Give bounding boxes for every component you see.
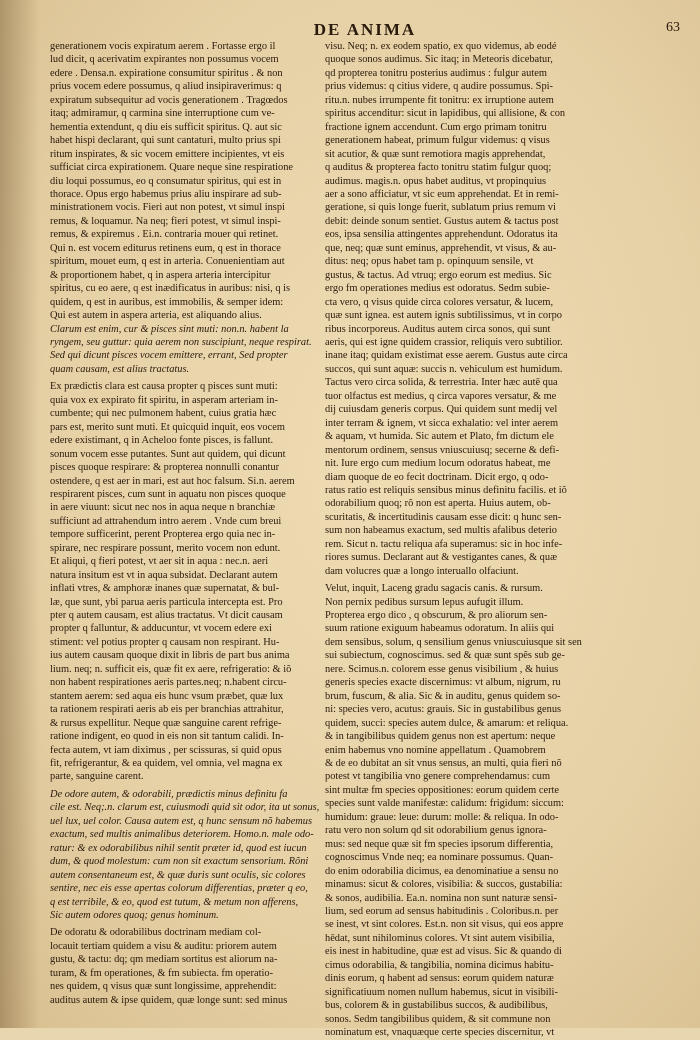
- text-line: lud dicit, q acerivatim expirantes non possumus vocem: [50, 54, 279, 66]
- text-line: & in tangibilibus quidem genus non est apertum: neque: [325, 731, 556, 743]
- text-line: pisces quoque respirare: & propterea nonnulli conantur: [50, 462, 280, 474]
- text-line: Velut, inquit, Laceng gradu sagacis canis. & rursum.: [325, 583, 543, 595]
- text-line: parte, sanguine carent.: [50, 771, 144, 783]
- text-line: & de eo dubitat an sit vnus sensus, an multi, quia fieri nõ: [325, 758, 562, 770]
- text-line: generis species exacte discernimus: vt album, nigrum, ru: [325, 677, 561, 689]
- text-line: lium. neq; n. sufficit eis, quæ fit ex aere, refrigeratio: & iõ: [50, 663, 292, 675]
- text-line: do enim odorabilia dicimus, ea denominatiue a sensu no: [325, 865, 559, 877]
- text-line: dinis eorum, q habent ad sensus: eorum quidem naturæ: [325, 973, 554, 985]
- text-line: enim habemus vno nomine appellatum . Quamobrem: [325, 744, 546, 756]
- text-line: sonos. Sedm tangibilibus quidem, & sit commune non: [325, 1013, 551, 1025]
- text-line: respirarent pisces, cum sunt in aquatu non pisces quoque: [50, 488, 286, 500]
- text-line: rem. Sicut n. tactu reliqua afa superamus: sic in hoc infe-: [325, 538, 563, 550]
- text-line: ratu vero non solum qd sit odorabilium genus ignora-: [325, 825, 547, 837]
- text-line: bus, colorem & in gustabilibus succos, & audibilibus,: [325, 1000, 548, 1012]
- text-line: ratione indigent, eo quod in eis non sit tantum calidi. In-: [50, 731, 284, 743]
- text-line: eos, ipsa sensilia attingentes apprehendunt. Odoratus ita: [325, 229, 558, 241]
- text-line: pars est, merito sunt muti. Et quicquid inquit, eos vocem: [50, 421, 285, 433]
- text-line: aeris, qui est igne quidem crassior, reliquis vero subtilior.: [325, 336, 563, 348]
- text-line: sint multæ fm species oppositiones: eorum quidem certe: [325, 784, 560, 796]
- text-line: De odore autem, & odorabili, prædictis minus definitu fa: [50, 788, 288, 800]
- text-line: spirare, nec respirare possunt, merito vocem non edunt.: [50, 542, 281, 554]
- running-title: DE ANIMA: [313, 20, 417, 39]
- text-line: humidum: graue: leue: durum: molle: & reliqua. In odo-: [325, 811, 559, 823]
- text-line: natura insitum est vt in aqua subsidat. Declarant autem: [50, 569, 278, 581]
- text-line: scuritatis, & incertitudinis causam esse dicit: q hunc sen-: [325, 511, 562, 523]
- text-line: diu loqui possumus, eo q consumatur spiritus, qui est in: [50, 175, 282, 187]
- text-line: riores sumus. Declarant aut & vestigantes canes, & quæ: [325, 552, 557, 564]
- text-line: gustus, & tactus. Ad vtruq; ergo eorum est medius. Sic: [325, 269, 552, 281]
- text-line: audimus. magis.n. opus habet auditus, vt propinquius: [325, 175, 547, 187]
- text-line: ribus incorporeus. Auditus autem circa sonos, qui sunt: [325, 323, 551, 335]
- text-line: edere . Densa.n. expiratione consumitur spiritus . & non: [50, 67, 283, 79]
- text-line: potest vt tangibilia vno genere comprehendamus: cum: [325, 771, 551, 783]
- text-line: lium, sed eorum ad sensus habitudinis . Coloribus.n. per: [325, 906, 559, 917]
- text-line: sentire, nec eis esse apertas colorum differentias, præter q eo,: [50, 883, 308, 895]
- text-line: ostendere, q est aer in mari, est aut hoc falsum. Si.n. aerem: [50, 475, 295, 487]
- text-line: aer a sono afficiatur, vt sic eum apprehendat. Et in remi-: [325, 188, 559, 200]
- text-line: generationem habeat, primum fulgur videmus: q visus: [325, 135, 550, 147]
- text-line: prius videmus: q citius videre, q audire possumus. Spi-: [325, 81, 553, 93]
- text-line: quia vox ex expirato fit spiritu, in asperam arteriam in-: [50, 394, 278, 406]
- text-line: Tactus vero circa solida, & terrestria. Inter hæc autē qua: [325, 377, 558, 389]
- text-line: generationem vocis expiratum aerem . Fortasse ergo il: [50, 41, 276, 52]
- text-line: cumbente; qui nec pulmonem habent, cuius gratia hæc: [50, 408, 277, 420]
- binding-shadow: [0, 0, 40, 1028]
- text-line: nit. Iure ergo cum medium locum odoratus habeat, me: [325, 458, 551, 470]
- text-line: locauit tertiam quidem a visu & auditu: priorem autem: [50, 940, 277, 952]
- right-text-column: [325, 40, 595, 1039]
- text-line: dam volucres quæ a longo interuallo olfaciunt.: [325, 565, 519, 577]
- text-line: cile est. Neq;.n. clarum est, cuiusmodi quid sit odor, ita ut sonus,: [50, 802, 320, 814]
- text-line: ni: species vero, acutus: grauis. Sic in gustabilibus genus: [325, 704, 562, 716]
- text-line: ryngem, seu guttur: quia aerem non suscipiunt, neque respirat.: [50, 336, 312, 348]
- text-line: gustu, & tactu: dq; qm mediam sortitus est aliorum na-: [50, 954, 278, 966]
- text-line: dum, & quod molestum: cum non sit exactum sensorium. Rõni: [50, 856, 309, 868]
- text-line: edere existimant, q in Acheloo fonte pisces, is fallunt.: [50, 435, 274, 447]
- text-line: Clarum est enim, cur & pisces sint muti: non.n. habent la: [50, 323, 289, 335]
- text-line: geratione, si quis longe fuerit, sublatum prius remum vi: [325, 202, 556, 214]
- text-line: remus, & expiremus . Ei.n. contraria mouer qui retinet.: [50, 229, 279, 241]
- text-line: que, neq; quæ sunt eminus, apprehendit, vt visus, & au-: [325, 242, 557, 254]
- text-line: Non pernix pedibus sursum lepus aufugit illum.: [325, 596, 524, 608]
- text-line: Ex prædictis clara est causa propter q pisces sunt muti:: [50, 381, 278, 393]
- text-line: sufficiat circa expirationem. Quare neque sine respiratione: [50, 162, 294, 174]
- text-line: expiratum subsequitur ad vocis generationem . Tragœdos: [50, 94, 288, 106]
- text-line: & sonos, audibilia. Ea.n. nomina non sunt naturæ sensi-: [325, 892, 558, 904]
- text-line: qd propterea tonitru posterius audimus : fulgur autem: [325, 67, 547, 79]
- text-line: ritum inspirates, & sic vocem emittere incipientes, vt eis: [50, 148, 285, 160]
- text-line: cta vero, q visus quide circa colores versatur, & lucem,: [325, 296, 554, 308]
- text-line: suum ratione exiguum habeamus odoratum. In aliis qui: [325, 623, 555, 635]
- text-line: ministrationem vocis. Fieri aut non potest, vt simul inspi: [50, 202, 285, 214]
- text-line: succos, qui sunt aquæ: succis n. vehiculum est humidum.: [325, 363, 563, 375]
- text-line: De odoratu & odorabilibus doctrinam mediam col-: [50, 927, 262, 939]
- text-line: q est terribile, & eo, quod est tutum, & metum non afferens,: [50, 896, 299, 908]
- text-line: Et aliqui, q fieri potest, vt aer sit in aqua : nec.n. aeri: [50, 556, 269, 568]
- text-line: species sunt valde manifestæ: calidum: frigidum: siccum:: [325, 798, 564, 810]
- text-line: tempore sufficerint, perent Propterea ergo quia nec in-: [50, 529, 276, 541]
- text-line: fit, refrigerantur, & ea quidem, vel omnia, vel magna ex: [50, 758, 283, 770]
- text-line: odorabilium quoq; rõ non est aperta. Huius autem, ob-: [325, 498, 551, 510]
- text-line: sonum vocem esse putantes. Sunt aut quidem, qui dicunt: [50, 448, 286, 460]
- text-line: visu. Neq; n. ex eodem spatio, ex quo videmus, ab eodé: [325, 41, 557, 52]
- text-line: eis inest in habitudine, quæ est ad visus. Sic & quando di: [325, 946, 562, 958]
- text-line: uel lux, uel color. Causa autem est, q hunc sensum nõ habemus: [50, 815, 313, 827]
- text-line: inane itaq; quidam existimat esse aerem. Gustus aute circa: [325, 350, 568, 362]
- text-line: & proportionem habet, q in aspera arteria intercipitur: [50, 269, 271, 281]
- text-line: non habent respirationes aeris partes.neq; n.habent circu-: [50, 677, 287, 689]
- text-line: stantem aerem: sed aqua eis hunc vsum præbet, quæ lux: [50, 690, 284, 702]
- text-line: diam quoque de eo fecit doctrinam. Dicit ergo, q odo-: [325, 471, 549, 483]
- text-line: hementia extendunt, q diu eis sufficit spiritus. Q. aut sic: [50, 121, 282, 133]
- text-line: dem sensibus, solum, q sensilium genus vniuscuiusque sit sen: [325, 636, 582, 648]
- text-line: nere. Scimus.n. colorem esse genus visibilium , & huius: [325, 663, 559, 675]
- text-line: spiritus, cu eo aere, q est inædificatus in auribus: nisi, q is: [50, 283, 291, 295]
- text-line: nominatum est, vnaquæque certe species discernitur, vt: [325, 1027, 555, 1039]
- text-line: quæ sunt ignea. est autem ignis subtilissimus, vt in corpo: [325, 310, 562, 322]
- text-line: & aquam, vt humida. Sic autem et Plato, fm dictum ele: [325, 431, 554, 443]
- text-line: itaq; admiramur, q carmina sine interruptione cum ve-: [50, 108, 275, 120]
- text-line: ratur: & ex odorabilibus nihil sentit præter id, quod est iucun: [50, 842, 307, 854]
- text-line: stiment: vel potius propter q causam non respirant. Hu-: [50, 636, 280, 648]
- text-line: ius autem causam quoque dixit in libris de part bus anima: [50, 650, 290, 662]
- text-line: mentorum ordinem, sensus vniuscuiusq; secerne & defi-: [325, 444, 560, 456]
- text-line: Qui est autem in aspera arteria, est aliquando alius.: [50, 310, 262, 322]
- text-line: quidem, succi: species autem dulce, & amarum: et reliqua.: [325, 717, 569, 729]
- text-line: spiritus accenditur: sicut in lapidibus, qui allisione, & con: [325, 108, 566, 120]
- text-line: inter terram & ignem, vt sicca exhalatio: vel inter aerem: [325, 417, 559, 429]
- text-line: ergo fm operationes medius est odoratus. Sedm subie-: [325, 283, 550, 295]
- text-line: se inest, vt sint colores. Est.n. non sit visus, qui eos appre: [325, 919, 564, 931]
- text-line: debit: deinde sonum sentiet. Gustus autem & tactus post: [325, 215, 559, 227]
- text-line: mus: sed neque quæ sit fm species ipsorum differentia,: [325, 838, 554, 850]
- text-line: sum non habeamus exactum, sed multis afalibus deterio: [325, 525, 558, 537]
- text-line: cognoscimus Vnde neq; ea nominare possumus. Quan-: [325, 852, 554, 864]
- text-line: habet hispi declarant, qui sunt cantaturi, multo prius spi: [50, 135, 281, 147]
- text-line: significatiuum nomen nullum habemus, sicut in visibili-: [325, 986, 558, 998]
- text-line: sui subiectum, cognoscimus. sed & quæ sunt spẽs sub ge-: [325, 650, 565, 662]
- text-line: ritu.n. nubes irrumpente fit tonitru: ex irruptione autem: [325, 94, 554, 106]
- left-text-column: [50, 40, 320, 1012]
- text-line: quidem, q est in auribus, est immobilis, & semper idem:: [50, 296, 284, 308]
- text-line: ta rationem respirati aeris ab eis per branchias attrahitur,: [50, 704, 284, 716]
- text-line: q auditus & propterea facto tonitru statim fulgur quoq;: [325, 162, 552, 174]
- text-line: ratus ratio est reliquis sensibus minus definitu facilis. et iõ: [325, 484, 567, 496]
- text-line: tuor olfactus est medius, q circa vapores versatur, & me: [325, 390, 557, 402]
- text-line: nes quidem, q visus quæ sunt longissime, apprehendit:: [50, 981, 277, 993]
- text-line: prius vocem edere possumus, q aliud insipiraverimus: q: [50, 81, 282, 93]
- text-line: sit acutior, & quæ sunt remotiora magis apprehendat,: [325, 148, 546, 160]
- text-line: ditus: neq; opus habet tam p. opinquum sensile, vt: [325, 256, 534, 268]
- text-line: pter q autem causam, est alius tractatus. Vt dicit causam: [50, 610, 283, 622]
- text-line: & rursus expellitur. Neque quæ sanguine carent refrige-: [50, 717, 282, 729]
- text-line: Propterea ergo dico , q obscurum, & pro aliorum sen-: [325, 610, 548, 622]
- text-line: exactum, sed multis animalibus deteriorem. Homo.n. male odo-: [50, 829, 314, 841]
- text-line: quoque sonos audimus. Sic itaq; in Meteoris dicebatur,: [325, 54, 553, 66]
- text-line: fecta autem, vt iam diximus , per scissuras, si quid opus: [50, 744, 282, 756]
- text-line: turam, & fm operationes, & fm subiecta. fm operatio-: [50, 967, 274, 979]
- text-line: auditus autem & ipse quidem, quæ longe sunt: sed minus: [50, 994, 288, 1006]
- text-line: brum, fuscum, & alia. Sic & in auditu, genus quidem so-: [325, 690, 561, 702]
- page-number: 63: [666, 20, 680, 35]
- text-line: cimus odorabilia, & tangibilia, nomina dicimus habitu-: [325, 959, 554, 971]
- text-line: sufficiunt ad attrahendum intro aerem . Vnde cum breui: [50, 515, 282, 527]
- text-line: Sic autem odores quoq; genus hominum.: [50, 910, 219, 921]
- text-line: hēdat, sunt nihilominus colores. Vt sint autem visibilia,: [325, 932, 555, 944]
- text-line: dij cuiusdam generis corpus. Qui quidem sunt medij vel: [325, 404, 558, 416]
- text-line: Sed qui dicunt pisces vocem emittere, errant, Sed propter: [50, 350, 288, 362]
- text-line: thorace. Opus ergo habemus prius aliu inspirare ad sub-: [50, 188, 282, 200]
- text-line: spiritum, mouet eum, q est in arteria. Conuenientiam aut: [50, 256, 285, 268]
- text-line: minamus: sicut & colores, visibilia: & succos, gustabilia:: [325, 879, 563, 891]
- text-line: remus, & loquamur. Na neq; fieri potest, vt simul inspi-: [50, 215, 281, 227]
- text-line: propter q falluntur, & adducuntur, vt vocem edere exi: [50, 623, 272, 635]
- text-line: Qui n. est vocem editurus retinens eum, q est in thorace: [50, 242, 281, 254]
- text-line: autem consentaneum est, & quæ duris sunt oculis, sic colores: [50, 869, 306, 881]
- text-line: quam causam, est alius tractatus.: [50, 363, 190, 375]
- text-line: in aere viuunt: sicut nec nos in aqua neque n branchiæ: [50, 502, 276, 514]
- text-line: inflati vtres, & amphoræ inanes quæ supernatat, & bul-: [50, 583, 280, 595]
- text-line: fractione ignem accendunt. Cum ergo primam tonitru: [325, 121, 547, 133]
- text-line: læ, que sunt, ybi parua aeris particula intercepta est. Pro: [50, 596, 283, 608]
